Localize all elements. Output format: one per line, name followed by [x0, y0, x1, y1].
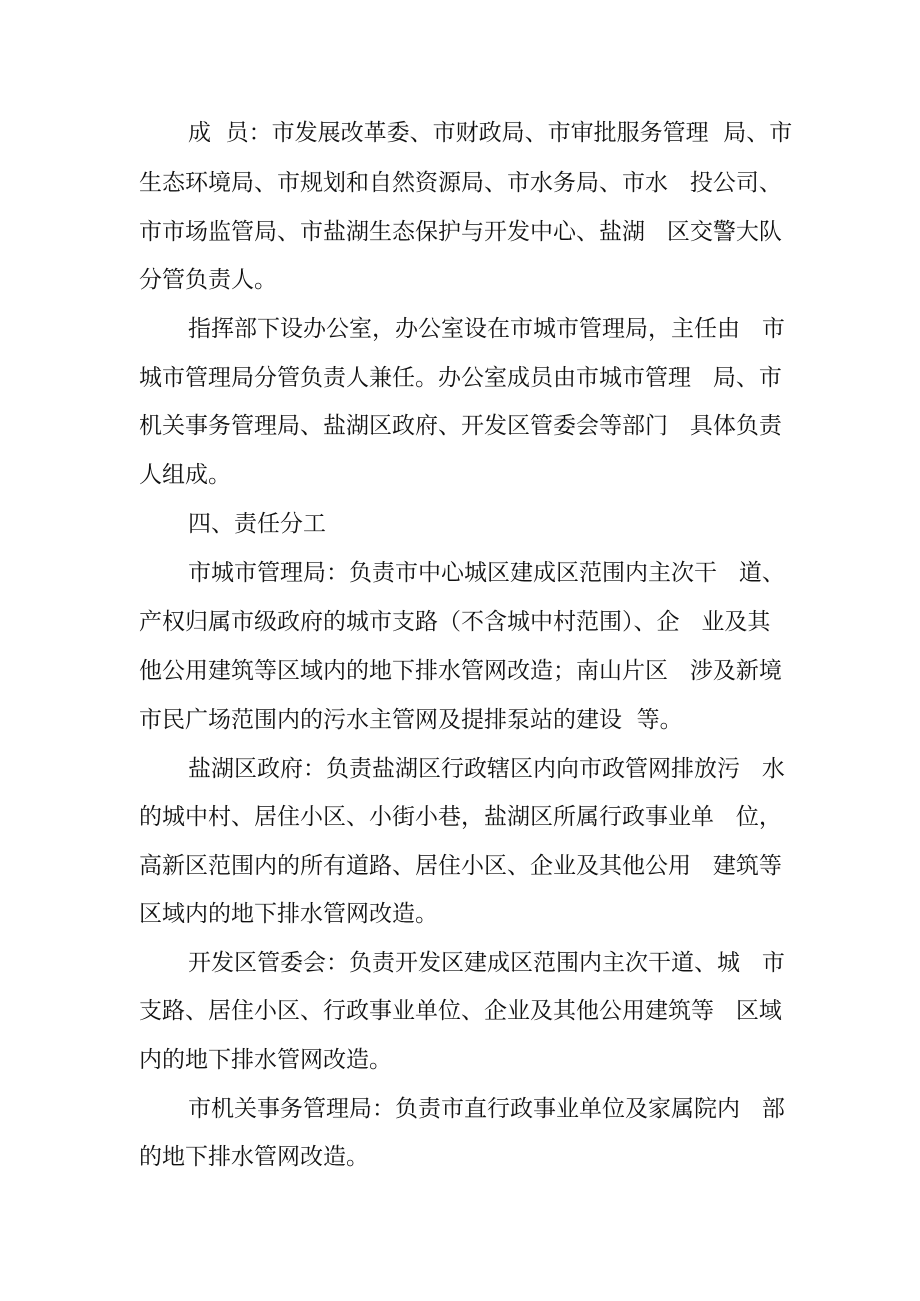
- section-title: 四、责任分工: [188, 511, 326, 537]
- text-line: 他公用建筑等区域内的地下排水管网改造；南山片区 涉及新境: [139, 658, 782, 684]
- text-line: 内的地下排水管网改造。: [139, 1047, 392, 1073]
- text-line: 的城中村、居住小区、小街小巷，盐湖区所属行政事业单 位，: [139, 804, 782, 830]
- text-line: 产权归属市级政府的城市支路（不含城中村范围）、企 业及其: [139, 609, 771, 635]
- text-line: 区域内的地下排水管网改造。: [139, 901, 438, 927]
- text-line: 支路、居住小区、行政事业单位、企业及其他公用建筑等 区域: [139, 998, 782, 1024]
- text-line: 盐湖区政府：负责盐湖区行政辖区内向市政管网排放污 水: [188, 756, 785, 782]
- text-line: 市机关事务管理局：负责市直行政事业单位及家属院内 部: [188, 1096, 785, 1122]
- text-line: 市民广场范围内的污水主管网及提排泵站的建设 等。: [139, 707, 683, 733]
- text-line: 高新区范围内的所有道路、居住小区、企业及其他公用 建筑等: [139, 853, 782, 879]
- text-line: 成 员：市发展改革委、市财政局、市审批服务管理 局、市: [188, 120, 793, 146]
- text-line: 市城市管理局：负责市中心城区建成区范围内主次干 道、: [188, 560, 785, 586]
- text-line: 的地下排水管网改造。: [139, 1144, 369, 1170]
- text-line: 指挥部下设办公室，办公室设在市城市管理局，主任由 市: [188, 316, 785, 342]
- text-line: 人组成。: [139, 462, 231, 488]
- text-line: 生态环境局、市规划和自然资源局、市水务局、市水 投公司、: [139, 170, 782, 196]
- text-line: 市市场监管局、市盐湖生态保护与开发中心、盐湖 区交警大队: [139, 219, 782, 245]
- text-line: 分管负责人。: [139, 267, 277, 293]
- text-line: 开发区管委会：负责开发区建成区范围内主次干道、城 市: [188, 950, 785, 976]
- text-line: 机关事务管理局、盐湖区政府、开发区管委会等部门 具体负责: [139, 413, 782, 439]
- text-line: 城市管理局分管负责人兼任。办公室成员由市城市管理 局、市: [139, 365, 782, 391]
